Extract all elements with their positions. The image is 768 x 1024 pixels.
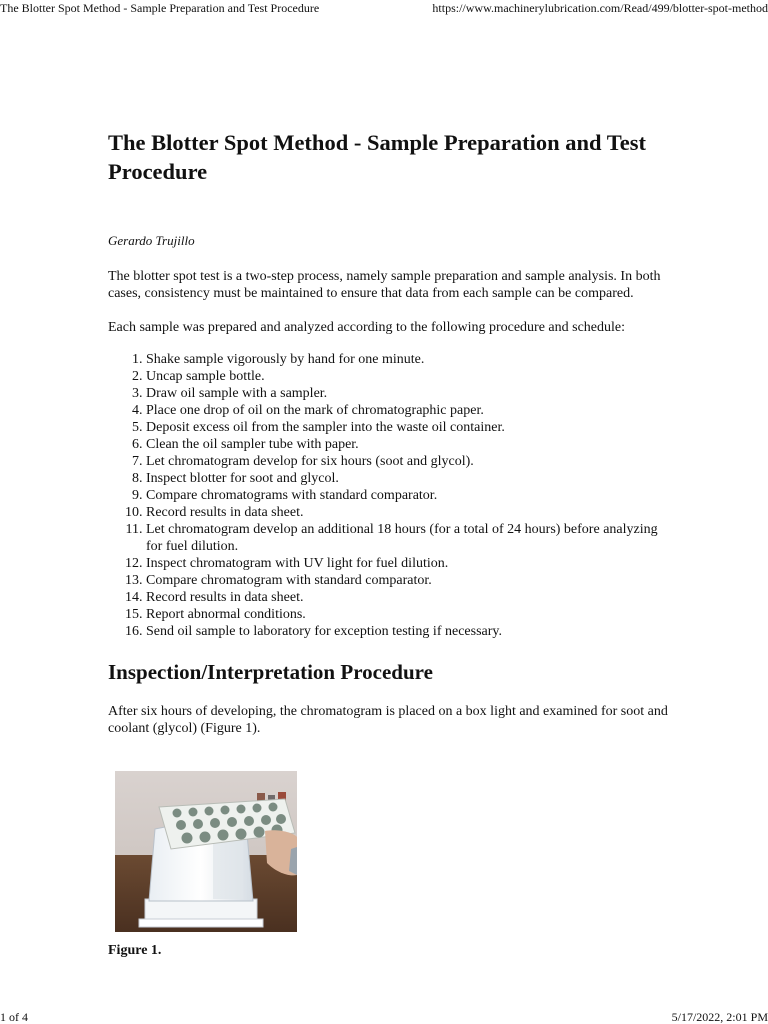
procedure-step: 15. Report abnormal conditions. [146,606,668,623]
section-paragraph: After six hours of developing, the chromatogram is placed on a box light and examined for soot and coolant (glycol) (Figure 1). [108,704,668,736]
procedure-step: 16. Send oil sample to laboratory for exception testing if necessary. [146,623,668,640]
figure-1-image [115,771,297,932]
procedure-step: 1. Shake sample vigorously by hand for one minute. [146,351,668,368]
footer-page-count: 1 of 4 [0,1010,28,1024]
procedure-step: 9. Compare chromatograms with standard comparator. [146,487,668,504]
procedure-step: 5. Deposit excess oil from the sampler into the waste oil container. [146,419,668,436]
procedure-step: 11. Let chromatogram develop an additional 18 hours (for a total of 24 hours) before analyzing for fuel dilution. [146,521,668,555]
procedure-step: 13. Compare chromatogram with standard comparator. [146,572,668,589]
procedure-step: 4. Place one drop of oil on the mark of chromatographic paper. [146,402,668,419]
procedure-step: 10. Record results in data sheet. [146,504,668,521]
article-body [108,128,668,737]
article-title: The Blotter Spot Method - Sample Preparation and Test Procedure [108,130,646,184]
procedure-step: 3. Draw oil sample with a sampler. [146,385,668,402]
procedure-step: 12. Inspect chromatogram with UV light for fuel dilution. [146,555,668,572]
procedure-step: 8. Inspect blotter for soot and glycol. [146,470,668,487]
header-page-title: The Blotter Spot Method - Sample Preparation and Test Procedure [0,1,320,15]
article-author: Gerardo Trujillo [108,233,195,248]
procedure-list [108,351,668,640]
print-footer [0,1010,768,1024]
procedure-step: 14. Record results in data sheet. [146,589,668,606]
print-header [0,0,768,16]
procedure-step: 6. Clean the oil sampler tube with paper. [146,436,668,453]
procedure-step: 2. Uncap sample bottle. [146,368,668,385]
header-url[interactable]: https://www.machinerylubrication.com/Read/499/blotter-spot-method [432,1,768,15]
figure-caption: Figure 1. [108,943,162,958]
section-heading: Inspection/Interpretation Procedure [108,660,433,684]
procedure-step: 7. Let chromatogram develop for six hours (soot and glycol). [146,453,668,470]
footer-timestamp: 5/17/2022, 2:01 PM [671,1010,768,1024]
intro-paragraph-1: The blotter spot test is a two-step process, namely sample preparation and sample analysis. In both cases, consistency must be maintained to ensure that data from each sample can be compared. [108,269,661,301]
intro-paragraph-2: Each sample was prepared and analyzed according to the following procedure and schedule: [108,320,626,335]
